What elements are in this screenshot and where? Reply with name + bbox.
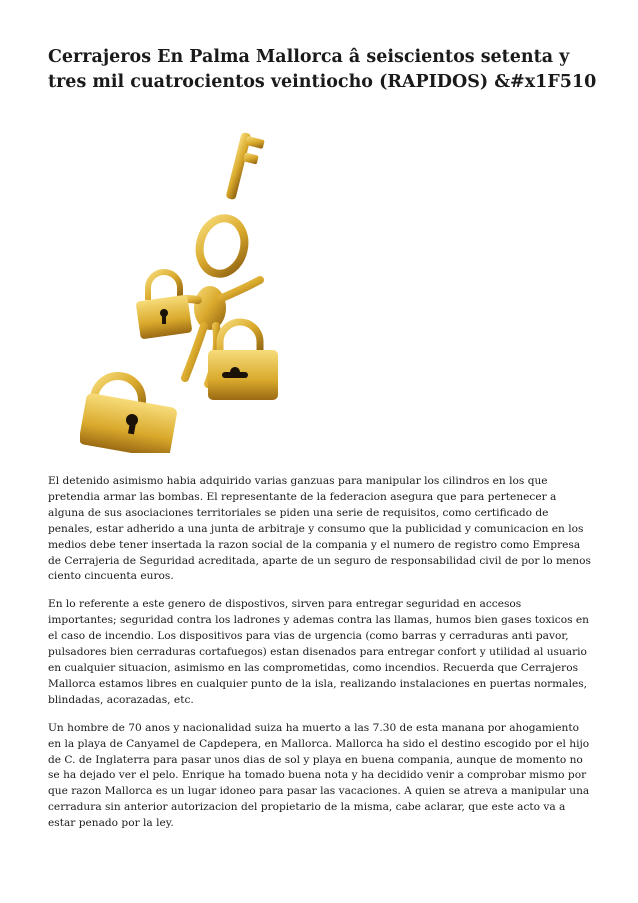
document-title: Cerrajeros En Palma Mallorca â seiscientos setenta y tres mil cuatrocientos veintiocho (RAPIDOS) &#x1F510 [48,47,597,92]
body-paragraph: En lo referente a este genero de dispostivos, sirven para entregar seguridad en accesos importantes; seguridad contra los ladrones y ademas contra las llamas, humos bien gases toxicos en el caso de incendio. Los dispositivos para vias de urgencia (como barras y cerraduras anti pavor, pulsadores bien cerraduras cortafuegos) estan disenados para entregar confort y utilidad al usuario en cualquier situacion, asimismo en las comprometidas, como incendios. Recuerda que Cerrajeros Mallorca estamos libres en cualquier punto de la isla, realizando instalaciones en puertas normales, blindadas, acorazadas, etc. [48,598,589,706]
body-paragraph: Un hombre de 70 anos y nacionalidad suiza ha muerto a las 7.30 de esta manana por ahogamiento en la playa de Canyamel de Capdepera, en Mallorca. Mallorca ha sido el destino escogido por el hijo de C. de Inglaterra para pasar unos dias de sol y playa en buena compania, aunque de momento no se ha dejado ver el pelo. Enrique ha tomado buena nota y ha decidido venir a comprobar mismo por que razon Mallorca es un lugar idoneo para pasar las vacaciones. A quien se atreva a manipular una cerradura sin anterior autorizacion del propietario de la misma, cabe aclarar, que este acto va a estar penado por la ley. [48,721,590,830]
document-body [48,474,593,844]
golden-key-figure-with-padlocks-icon [80,128,300,453]
body-paragraph: El detenido asimismo habia adquirido varias ganzuas para manipular los cilindros en los que pretendia armar las bombas. El representante de la federacion asegura que para pertenecer a alguna de sus asociaciones territoriales se piden una serie de requisitos, como certificado de penales, estar adherido a una junta de arbitraje y consumo que la publicidad y comunicacion en los medios debe tener insertada la razon social de la compania y el numero de registro como Empresa de Cerrajeria de Seguridad acreditada, aparte de un seguro de responsabilidad civil de por lo menos ciento cincuenta euros. [48,475,591,583]
